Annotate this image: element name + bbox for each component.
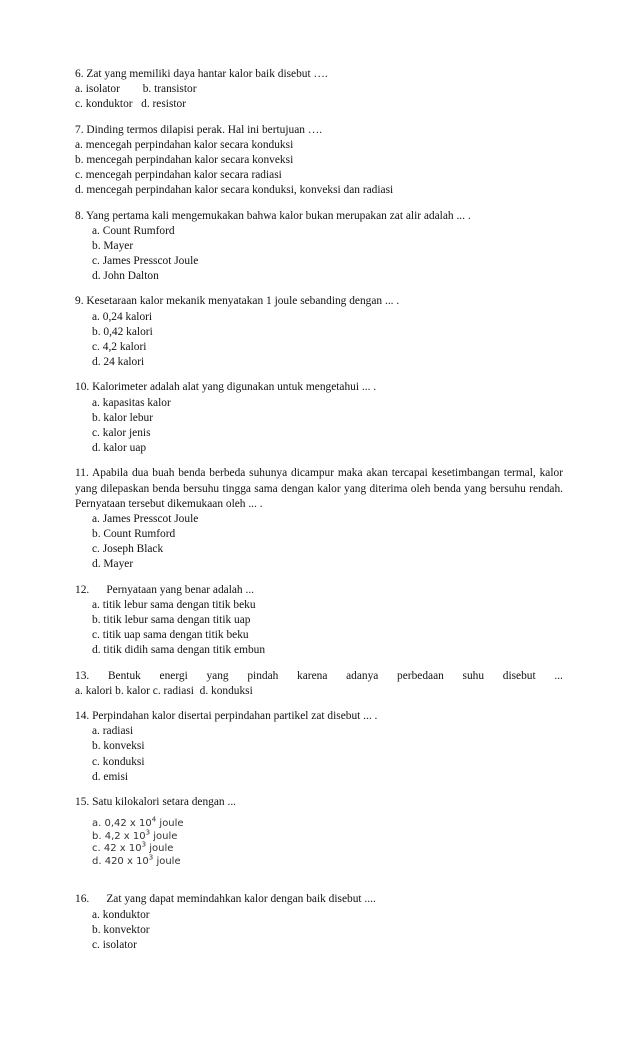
option-b: b. titik lebur sama dengan titik uap xyxy=(92,614,251,627)
option-a: a. konduktor xyxy=(92,908,150,921)
question-stem: 7. Dinding termos dilapisi perak. Hal ini bertujuan …. xyxy=(75,123,323,136)
question-stem: 12. Pernyataan yang benar adalah ... xyxy=(75,583,255,596)
question-stem: 9. Kesetaraan kalor mekanik menyatakan 1 joule sebanding dengan ... . xyxy=(75,295,400,308)
stem-word: energi xyxy=(159,669,188,682)
question-stem: 10. Kalorimeter adalah alat yang digunakan untuk mengetahui ... . xyxy=(75,381,377,394)
question-stem xyxy=(75,669,563,684)
option-a: a. mencegah perpindahan kalor secara konduksi xyxy=(75,138,294,151)
option-d: d. titik didih sama dengan titik embun xyxy=(92,644,266,657)
option-a: a. titik lebur sama dengan titik beku xyxy=(92,598,256,611)
stem-word: adanya xyxy=(346,669,379,682)
stem-word: 13. xyxy=(75,669,90,682)
option-line: a. isolator b. transistor xyxy=(75,83,197,96)
option-d: d. 24 kalori xyxy=(92,356,145,369)
question-stem: 14. Perpindahan kalor disertai perpindahan partikel zat disebut ... . xyxy=(75,709,378,722)
option-line: c. konduktor d. resistor xyxy=(75,98,187,111)
option-c: c. kalor jenis xyxy=(92,426,151,439)
stem-word: ... xyxy=(554,669,563,682)
question-16 xyxy=(75,892,563,953)
option-c: c. James Presscot Joule xyxy=(92,255,199,268)
option-d: d. Mayer xyxy=(92,558,134,571)
stem-word: yang xyxy=(206,669,229,682)
question-13 xyxy=(75,669,563,699)
option-d: d. emisi xyxy=(92,770,129,783)
stem-word: Bentuk xyxy=(107,669,141,682)
option-c: c. 4,2 kalori xyxy=(92,341,147,353)
option-c: c. titik uap sama dengan titik beku xyxy=(92,629,249,642)
question-stem: 8. Yang pertama kali mengemukakan bahwa kalor bukan merupakan zat alir adalah ... . xyxy=(75,209,471,222)
stem-word: disebut xyxy=(502,669,536,682)
option-c: c. konduksi xyxy=(92,755,145,768)
option-d: d. 420 x $10^3$ joule xyxy=(92,853,181,867)
question-12 xyxy=(75,583,563,659)
question-stem: 16. Zat yang dapat memindahkan kalor dengan baik disebut .... xyxy=(75,893,376,906)
stem-word: pindah xyxy=(247,669,279,682)
stem-word: karena xyxy=(297,669,328,682)
option-line: a. kalori b. kalor c. radiasi d. konduksi xyxy=(75,684,253,697)
question-7 xyxy=(75,123,563,199)
option-b: b. 0,42 kalori xyxy=(92,325,153,338)
option-d: d. kalor uap xyxy=(92,442,147,455)
question-11 xyxy=(75,466,563,572)
option-c: c. isolator xyxy=(92,939,137,952)
option-c: c. mencegah perpindahan kalor secara radiasi xyxy=(75,169,282,182)
question-6 xyxy=(75,67,563,113)
question-stem: 6. Zat yang memiliki daya hantar kalor baik disebut …. xyxy=(75,68,328,80)
question-stem: 11. Apabila dua buah benda berbeda suhunya dicampur maka akan tercapai kesetimbangan termal, kalor yang dilepaskan benda bersuhu tingga sama dengan kalor yang diterima oleh benda yang bersuhu rendah. Pernyataan tersebut dikemukaan oleh ... . xyxy=(75,467,563,510)
option-b: b. konvektor xyxy=(92,923,150,936)
option-b: b. 4,2 x $10^3$ joule xyxy=(92,828,178,842)
option-b: b. kalor lebur xyxy=(92,411,154,424)
question-15 xyxy=(75,795,563,869)
option-c: c. Joseph Black xyxy=(92,543,164,556)
option-d: d. mencegah perpindahan kalor secara konduksi, konveksi dan radiasi xyxy=(75,184,394,197)
question-9 xyxy=(75,294,563,370)
option-b: b. Mayer xyxy=(92,239,134,252)
option-c: c. 42 x $10^3$ joule xyxy=(92,840,174,855)
question-14 xyxy=(75,709,563,785)
question-10 xyxy=(75,380,563,456)
option-a: a. 0,42 x $10^4$ joule xyxy=(92,815,184,830)
option-a: a. James Presscot Joule xyxy=(92,512,199,525)
question-stem: 15. Satu kilokalori setara dengan ... xyxy=(75,795,237,808)
option-a: a. radiasi xyxy=(92,725,134,738)
option-b: b. Count Rumford xyxy=(92,528,176,541)
question-8 xyxy=(75,209,563,285)
option-a: a. Count Rumford xyxy=(92,224,175,237)
options-image xyxy=(92,815,563,868)
option-b: b. konveksi xyxy=(92,740,145,753)
option-a: a. 0,24 kalori xyxy=(92,310,153,323)
option-d: d. John Dalton xyxy=(92,270,159,283)
worksheet-page xyxy=(75,67,563,953)
stem-word: perbedaan xyxy=(397,669,444,682)
option-b: b. mencegah perpindahan kalor secara konveksi xyxy=(75,153,294,166)
option-a: a. kapasitas kalor xyxy=(92,396,171,409)
stem-word: suhu xyxy=(462,669,485,682)
